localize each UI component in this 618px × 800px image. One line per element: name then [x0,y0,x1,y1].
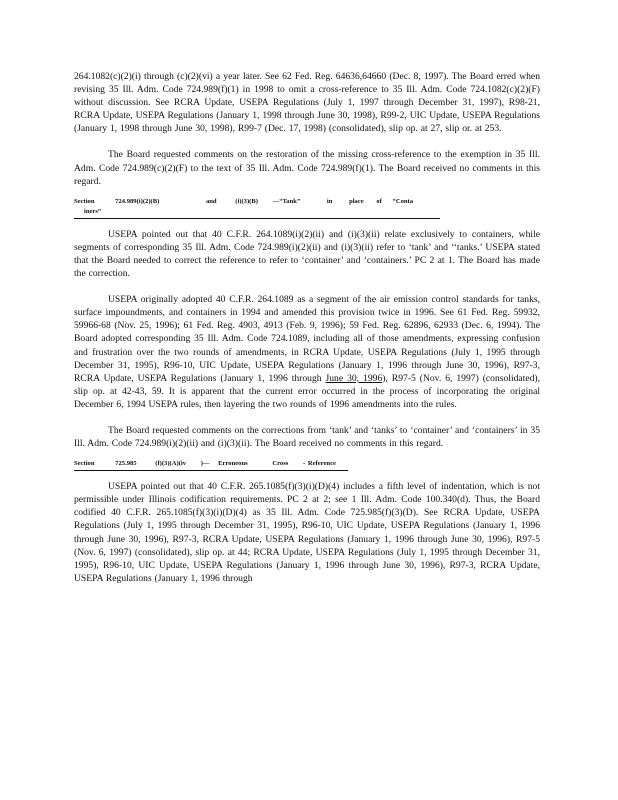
document-page [74,70,540,585]
heading-word: of [376,197,382,205]
heading-word: (i)(3)(B) [235,197,258,205]
paragraph-text: R97-5 (Nov. 6, 1997) (consolidated), slip op. at 42-43, 59. It is apparent that the current error occurred in the process of incorporating the original December 6, 1994 USEPA rules, then layering the two rounds of 1996 amendments into the rules. [74,372,541,410]
heading-word: “Conta [392,197,414,205]
heading-word: (f)(3)(A)(iv [155,460,187,468]
paragraph-fifth-level-indentation: USEPA pointed out that 40 C.F.R. 265.1085(f)(3)(i)(D)(4) includes a fifth level of indentation, which is not permissible under Illinois codification requirements. PC 2 at 2; see 1 Ill. Adm. Code 100.340(d). Thus, the Board codified 40 C.F.R. 265.1085(f)(3)(i)(D)(4) as 35 Ill. Adm. Code 725.985(f)(3)(D). See RCRA Update, USEPA Regulations (July 1, 1995 through December 31, 1995), R96-10, UIC Update, USEPA Regulations (January 1, 1996 through June 30, 1996), R97-3, RCRA Update, USEPA Regulations (January 1, 1996 through June 30, 1996), R97-5 (Nov. 6, 1997) (consolidated), slip op. at 44; RCRA Update, USEPA Regulations (July 1, 1995 through December 31, 1995), R96-10, UIC Update, USEPA Regulations (January 1, 1996 through June 30, 1996), R97-3, RCRA Update, USEPA Regulations (January 1, 1996 through [74,481,540,584]
heading-word: Cross [272,460,289,468]
heading-word: place [349,197,364,205]
paragraph-usepa-tank-container: USEPA pointed out that 40 C.F.R. 264.1089(i)(2)(ii) and (i)(3)(ii) relate exclusively to containers, while segments of corresponding 35 Ill. Adm. Code 724.989(i)(2)(ii) and (i)(3)(ii) refer to ‘tank’ and ‘‘tanks.’ USEPA stated that the Board needed to correct the reference to refer to ‘container’ and ‘containers.’ PC 2 at 1. The Board has made the correction. [74,228,540,280]
paragraph-usepa-history [74,293,540,411]
heading-word: Erroneous [218,460,248,468]
heading-word: - Reference [303,460,336,468]
paragraph-comments-request-1: The Board requested comments on the restoration of the missing cross-reference to the exemption in 35 Ill. Adm. Code 724.989(c)(2)(F) to the text of 35 Ill. Adm. Code 724.989(f)(1). The Board received no comments in this regard. [74,149,540,187]
paragraph-text: USEPA originally adopted 40 C.F.R. 264.1089 as a segment of the air emission control standards for tanks, surface impoundments, and containers in 1994 and amended this provision twice in 1996. See 61 Fed. Reg. 59932, 59966-68 (Nov. 25, 1996); 61 Fed. Reg. 4903, 4913 (Feb. 9, 1996); 59 Fed. Reg. 62896, 62933 (Dec. 6, 1994). The Board adopted corresponding 35 Ill. Adm. Code 724.1089, including all of those amendments, expressing confusion and frustration over the two rounds of amendments, in RCRA Update, USEPA Regulations (July 1, 1995 through December 31, 1995), R96-10, UIC Update, USEPA Regulations (January 1, 1996 through June 30, 1996), R97-3, RCRA Update, USEPA Regulations (January 1, 1996 through [74,294,540,384]
underlined-citation: June 30, 1996), [325,372,388,384]
section-heading-725-985 [74,459,348,471]
heading-word: Section [74,460,95,468]
heading-word: )— [200,460,210,468]
heading-word: 724.989(i)(2)(B) [115,197,160,205]
heading-word: in [326,197,333,205]
heading-word: and [205,197,217,205]
paragraph-comments-request-2: The Board requested comments on the corrections from ‘tank’ and ‘tanks’ to ‘container’ and ‘containers’ in 35 Ill. Adm. Code 724.989(i)(2)(ii) and (i)(3)(ii). The Board received no comments in this regard. [74,424,540,450]
paragraph-continuation: 264.1082(c)(2)(i) through (c)(2)(vi) a year later. See 62 Fed. Reg. 64636,64660 (Dec. 8, 1997). The Board erred when revising 35 Ill. Adm. Code 724.989(f)(1) in 1998 to omit a cross-reference to 35 Ill. Adm. Code 724.1082(c)(2)(F) without discussion. See RCRA Update, USEPA Regulations (July 1, 1997 through December 31, 1997), R98-21, RCRA Update, USEPA Regulations (January 1, 1998 through June 30, 1998), R99-2, UIC Update, USEPA Regulations (January 1, 1998 through June 30, 1998), R99-7 (Dec. 17, 1998) (consolidated), slip op. at 27, slip or. at 253. [74,71,540,135]
heading-word: 725.985 [115,460,137,468]
heading-word: Section [74,197,95,205]
section-heading-724-989 [74,197,440,219]
heading-word: —“Tank” [272,197,301,205]
heading-word: iners” [84,207,102,215]
